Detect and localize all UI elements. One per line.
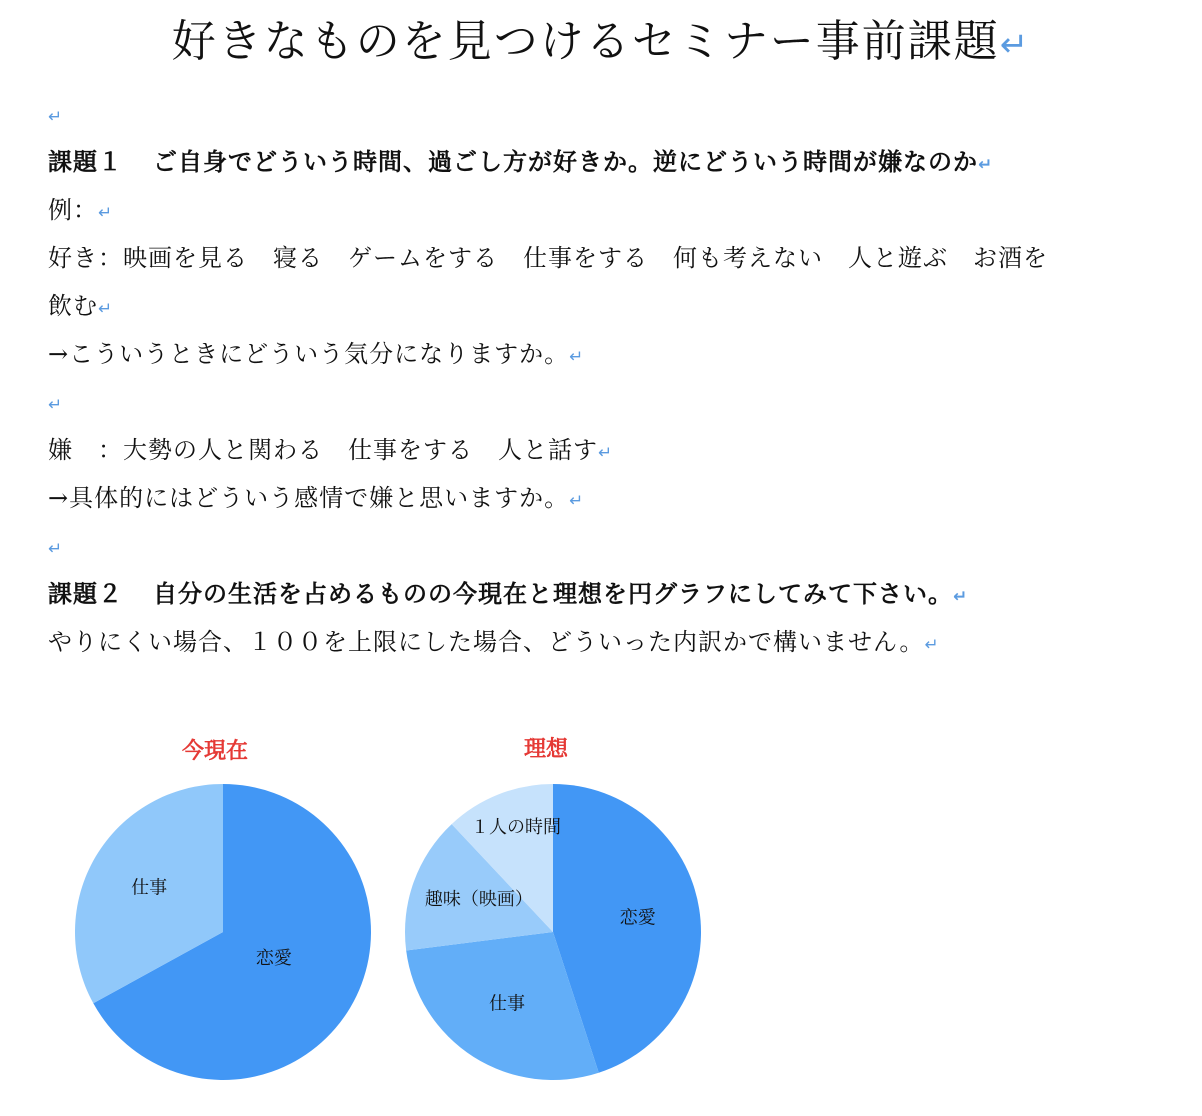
pie-slice-label: 趣味（映画） [424, 888, 533, 910]
return-mark-icon: ↵ [924, 634, 940, 654]
empty-paragraph [48, 386, 63, 420]
dislike-line [48, 434, 613, 468]
example-label-line [48, 194, 113, 228]
pie-slice-label: １人の時間 [471, 817, 562, 839]
like-question-line [48, 338, 584, 372]
like-line-2 [48, 290, 113, 324]
return-mark-icon: ↵ [953, 586, 969, 606]
return-mark-icon: ↵ [48, 538, 64, 558]
return-mark-icon: ↵ [978, 154, 994, 174]
task1-heading-text: ご自身でどういう時間、過ごし方が好きか。逆にどういう時間が嫌なのか [153, 147, 978, 176]
pie-slice-label: 恋愛 [619, 907, 656, 929]
example-label: 例： [48, 196, 98, 224]
task2-heading-text: 自分の生活を占めるものの今現在と理想を円グラフにしてみて下さい。 [153, 579, 953, 608]
document-title [0, 10, 1202, 77]
pie-slice-label: 仕事 [131, 877, 168, 899]
like-text-1: 好き：映画を見る 寝る ゲームをする 仕事をする 何も考えない 人と遊ぶ お酒を [48, 244, 1048, 272]
task2-label: 課題２ [48, 579, 123, 608]
chart-current-title: 今現在 [182, 739, 249, 764]
task2-note-line [48, 626, 940, 660]
like-line-1 [48, 242, 1048, 274]
dislike-question-line [48, 482, 584, 516]
like-text-2: 飲む [48, 292, 98, 320]
return-mark-icon: ↵ [48, 106, 64, 126]
empty-paragraph [48, 98, 63, 132]
task1-label: 課題１ [48, 147, 123, 176]
return-mark-icon: ↵ [98, 298, 114, 318]
return-mark-icon: ↵ [598, 442, 614, 462]
dislike-question: →具体的にはどういう感情で嫌と思いますか。 [48, 484, 570, 512]
return-mark-icon: ↵ [999, 25, 1031, 65]
pie-chart-current [70, 780, 380, 1090]
task2-note: やりにくい場合、１００を上限にした場合、どういった内訳かで構いません。 [48, 628, 925, 656]
chart-ideal-title: 理想 [524, 737, 569, 762]
return-mark-icon: ↵ [569, 346, 585, 366]
empty-paragraph [48, 530, 63, 564]
return-mark-icon: ↵ [98, 202, 114, 222]
document-title-text: 好きなものを見つけるセミナー事前課題 [171, 16, 1000, 67]
pie-slice-label: 仕事 [489, 993, 526, 1015]
like-question: →こういうときにどういう気分になりますか。 [48, 340, 570, 368]
task2-heading [48, 578, 968, 612]
return-mark-icon: ↵ [569, 490, 585, 510]
pie-chart-ideal [400, 780, 710, 1090]
pie-slice-label: 恋愛 [255, 948, 292, 970]
return-mark-icon: ↵ [48, 394, 64, 414]
dislike-text: 嫌 ：大勢の人と関わる 仕事をする 人と話す [48, 436, 598, 464]
task1-heading [48, 146, 993, 180]
